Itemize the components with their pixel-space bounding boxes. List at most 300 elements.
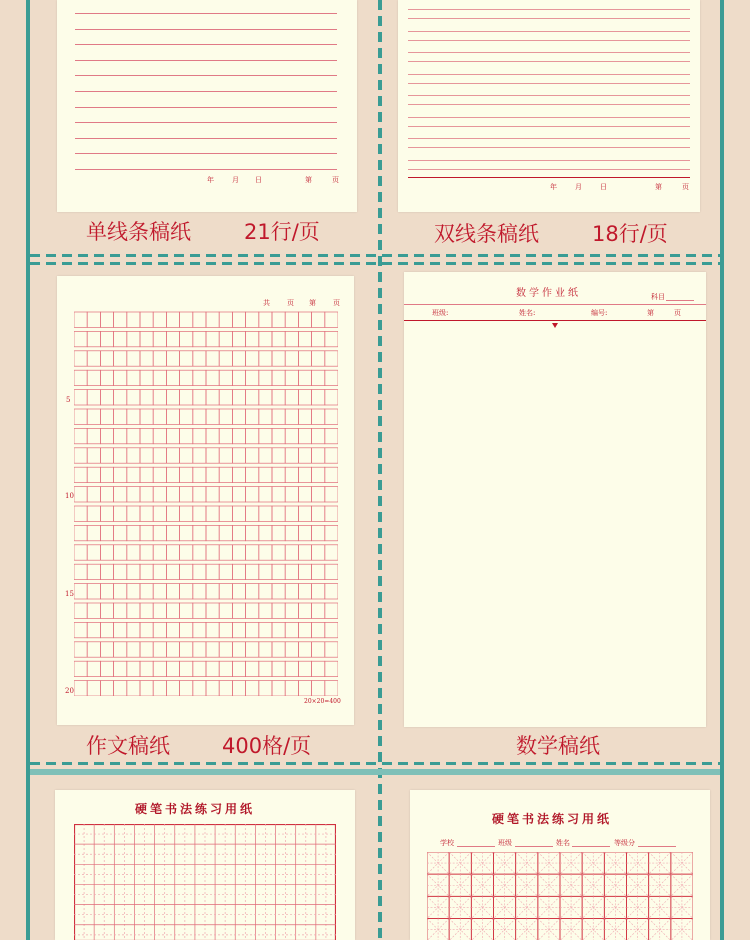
grid-cell (285, 622, 298, 637)
math-paper (404, 272, 706, 727)
mi-cell (582, 919, 604, 940)
footer-day: 日 (255, 176, 262, 184)
mi-school-line (457, 846, 495, 847)
grid-cell (114, 467, 127, 482)
grid-cell (325, 487, 338, 502)
grid-cell (259, 603, 272, 618)
ruled-line (408, 117, 690, 118)
grid-cell (74, 603, 87, 618)
grid-cell (206, 622, 219, 637)
grid-cell (298, 351, 311, 366)
frame-divider-bottom (30, 762, 720, 765)
grid-cell (87, 409, 100, 424)
grid-cell (87, 681, 100, 696)
grid-cell (114, 564, 127, 579)
footer-year: 年 (207, 176, 214, 184)
grid-cell (259, 545, 272, 560)
grid-cell (153, 428, 166, 443)
grid-cell (259, 622, 272, 637)
grid-cell (193, 370, 206, 385)
ruled-line (75, 44, 337, 45)
math-field-class: 班级: (432, 309, 449, 317)
grid-cell (325, 622, 338, 637)
grid-cell (74, 681, 87, 696)
grid-cell (140, 428, 153, 443)
grid-cell (180, 351, 193, 366)
ruled-line (75, 91, 337, 92)
footer-ye: 页 (682, 183, 689, 191)
grid-cell (193, 584, 206, 599)
grid-cell (272, 622, 285, 637)
footer-ye: 页 (332, 176, 339, 184)
grid-cell (325, 351, 338, 366)
grid-cell (272, 487, 285, 502)
composition-grid (74, 308, 338, 696)
grid-cell (140, 681, 153, 696)
grid-cell (114, 428, 127, 443)
grid-cell (180, 506, 193, 521)
grid-cell (127, 506, 140, 521)
ruled-line (408, 18, 690, 19)
grid-cell (325, 390, 338, 405)
header-ye2: 页 (333, 299, 340, 307)
grid-cell (219, 584, 232, 599)
grid-cell (166, 409, 179, 424)
grid-cell (259, 448, 272, 463)
grid-cell (312, 390, 325, 405)
grid-cell (153, 331, 166, 346)
grid-cell (259, 584, 272, 599)
grid-cell (232, 661, 245, 676)
ruled-line (75, 153, 337, 154)
grid-cell (166, 487, 179, 502)
grid-cell (74, 506, 87, 521)
grid-cell (180, 428, 193, 443)
grid-cell (272, 506, 285, 521)
grid-cell (180, 584, 193, 599)
grid-cell (140, 506, 153, 521)
grid-cell (74, 351, 87, 366)
grid-cell (153, 487, 166, 502)
calligraphy-mi-grid (427, 852, 693, 940)
grid-cell (140, 351, 153, 366)
grid-cell (140, 312, 153, 327)
grid-cell (219, 428, 232, 443)
grid-cell (127, 525, 140, 540)
grid-cell (285, 409, 298, 424)
ruled-line (408, 169, 690, 170)
grid-cell (140, 487, 153, 502)
grid-cell (153, 584, 166, 599)
grid-cell (206, 681, 219, 696)
grid-cell (312, 428, 325, 443)
ruled-line (408, 9, 690, 10)
grid-cell (246, 428, 259, 443)
header-gong: 共 (263, 299, 270, 307)
grid-cell (259, 506, 272, 521)
grid-cell (246, 370, 259, 385)
grid-cell (259, 428, 272, 443)
grid-cell (206, 545, 219, 560)
grid-cell (312, 409, 325, 424)
grid-cell (246, 487, 259, 502)
grid-cell (232, 525, 245, 540)
grid-cell (246, 584, 259, 599)
grid-cell (127, 584, 140, 599)
double-line-paper (398, 0, 700, 212)
grid-cell (127, 681, 140, 696)
grid-cell (285, 351, 298, 366)
grid-cell (219, 448, 232, 463)
grid-cell (74, 642, 87, 657)
frame-divider-top-2 (30, 262, 720, 265)
grid-cell (206, 661, 219, 676)
grid-cell (298, 545, 311, 560)
grid-cell (114, 312, 127, 327)
grid-cell (232, 351, 245, 366)
grid-cell (127, 331, 140, 346)
grid-cell (74, 525, 87, 540)
grid-cell (127, 312, 140, 327)
grid-cell (246, 351, 259, 366)
grid-cell (285, 584, 298, 599)
math-header-rule (404, 304, 706, 305)
grid-cell (206, 642, 219, 657)
grid-cell (153, 351, 166, 366)
grid-cell (285, 390, 298, 405)
grid-cell (232, 564, 245, 579)
grid-cell (259, 351, 272, 366)
grid-cell (232, 487, 245, 502)
grid-cell (74, 564, 87, 579)
grid-cell (285, 467, 298, 482)
grid-cell (298, 390, 311, 405)
math-center-marker-icon (552, 323, 558, 328)
grid-cell (87, 525, 100, 540)
grid-cell (87, 370, 100, 385)
grid-cell (100, 603, 113, 618)
grid-cell (74, 409, 87, 424)
grid-cell (285, 681, 298, 696)
grid-cell (74, 331, 87, 346)
math-field-di: 第 (647, 309, 654, 317)
grid-cell (127, 603, 140, 618)
grid-cell (219, 312, 232, 327)
grid-cell (193, 545, 206, 560)
grid-cell (193, 622, 206, 637)
grid-cell (87, 390, 100, 405)
grid-cell (127, 370, 140, 385)
grid-cell (140, 584, 153, 599)
grid-cell (166, 390, 179, 405)
row-number-15: 15 (65, 590, 74, 598)
grid-cell (74, 622, 87, 637)
mi-cell (471, 874, 493, 896)
grid-cell (74, 312, 87, 327)
grid-cell (87, 661, 100, 676)
grid-cell (298, 506, 311, 521)
mi-cell (494, 852, 516, 874)
grid-cell (272, 661, 285, 676)
grid-cell (285, 506, 298, 521)
grid-cell (272, 642, 285, 657)
grid-cell (100, 661, 113, 676)
grid-cell (87, 564, 100, 579)
grid-cell (272, 681, 285, 696)
mi-cell (604, 919, 626, 940)
ruled-line (75, 107, 337, 108)
ruled-line (75, 13, 337, 14)
grid-cell (219, 564, 232, 579)
grid-cell (206, 370, 219, 385)
frame-divider-bottom-2 (30, 769, 720, 775)
grid-cell (87, 622, 100, 637)
grid-cell (246, 312, 259, 327)
grid-cell (180, 390, 193, 405)
grid-cell (259, 487, 272, 502)
grid-cell (312, 506, 325, 521)
grid-cell (180, 661, 193, 676)
grid-cell (153, 506, 166, 521)
grid-cell (298, 661, 311, 676)
mi-cell (671, 852, 693, 874)
grid-cell (272, 525, 285, 540)
grid-cell (272, 448, 285, 463)
grid-cell (272, 545, 285, 560)
mi-field-name: 姓名 (556, 839, 570, 847)
mi-cell (604, 852, 626, 874)
grid-cell (232, 506, 245, 521)
grid-cell (74, 448, 87, 463)
footer-month: 月 (232, 176, 239, 184)
grid-cell (219, 409, 232, 424)
grid-cell (114, 681, 127, 696)
grid-cell (166, 351, 179, 366)
grid-cell (312, 642, 325, 657)
grid-cell (100, 584, 113, 599)
grid-cell (246, 661, 259, 676)
grid-cell (206, 312, 219, 327)
grid-cell (100, 312, 113, 327)
ruled-line (408, 160, 690, 161)
grid-cell (74, 467, 87, 482)
grid-cell (219, 681, 232, 696)
grid-cell (87, 603, 100, 618)
grid-cell (127, 428, 140, 443)
grid-cell (100, 642, 113, 657)
grid-cell (140, 564, 153, 579)
mi-cell (538, 852, 560, 874)
grid-cell (206, 448, 219, 463)
grid-cell (180, 312, 193, 327)
grid-cell (180, 487, 193, 502)
grid-cell (246, 525, 259, 540)
grid-cell (166, 681, 179, 696)
grid-cell (259, 409, 272, 424)
grid-cell (325, 467, 338, 482)
grid-cell (180, 448, 193, 463)
grid-cell (312, 312, 325, 327)
grid-cell (298, 312, 311, 327)
grid-cell (127, 409, 140, 424)
grid-cell (219, 661, 232, 676)
grid-cell (166, 428, 179, 443)
header-ye1: 页 (287, 299, 294, 307)
grid-cell (232, 642, 245, 657)
grid-cell (193, 428, 206, 443)
grid-cell (114, 409, 127, 424)
grid-cell (246, 467, 259, 482)
grid-cell (166, 564, 179, 579)
grid-cell (87, 351, 100, 366)
ruled-line (75, 169, 337, 170)
grid-cell (325, 661, 338, 676)
grid-cell (259, 525, 272, 540)
mi-cell (538, 919, 560, 940)
grid-cell (206, 467, 219, 482)
grid-cell (232, 331, 245, 346)
grid-cell (100, 331, 113, 346)
grid-cell (219, 603, 232, 618)
grid-cell (232, 312, 245, 327)
grid-cell (74, 390, 87, 405)
mi-cell (649, 919, 671, 940)
grid-cell (206, 351, 219, 366)
ruled-line (408, 104, 690, 105)
grid-cell (166, 506, 179, 521)
grid-cell (166, 545, 179, 560)
composition-caption-name: 作文稿纸 (86, 734, 170, 758)
mi-cell (494, 874, 516, 896)
grid-cell (153, 312, 166, 327)
grid-cell (246, 564, 259, 579)
grid-cell (140, 390, 153, 405)
grid-cell (127, 467, 140, 482)
grid-cell (325, 331, 338, 346)
grid-cell (74, 487, 87, 502)
mi-field-class: 班级 (498, 839, 512, 847)
mi-cell (471, 919, 493, 940)
grid-cell (272, 603, 285, 618)
grid-cell (298, 603, 311, 618)
grid-cell (232, 603, 245, 618)
mi-cell (427, 852, 449, 874)
grid-cell (298, 487, 311, 502)
grid-cell (298, 622, 311, 637)
grid-cell (298, 681, 311, 696)
grid-cell (87, 487, 100, 502)
single-line-paper (57, 0, 357, 212)
grid-cell (180, 681, 193, 696)
grid-cell (219, 351, 232, 366)
mi-cell (449, 874, 471, 896)
grid-cell (166, 603, 179, 618)
frame-left-border (26, 0, 30, 940)
grid-cell (153, 642, 166, 657)
grid-cell (246, 622, 259, 637)
grid-cell (298, 428, 311, 443)
grid-cell (298, 642, 311, 657)
grid-cell (259, 564, 272, 579)
grid-cell (193, 448, 206, 463)
grid-cell (219, 331, 232, 346)
mi-cell (449, 896, 471, 918)
grid-cell (298, 525, 311, 540)
ruled-line (408, 126, 690, 127)
grid-cell (312, 603, 325, 618)
grid-cell (127, 390, 140, 405)
grid-cell (325, 603, 338, 618)
double-line-caption-count: 18行/页 (592, 222, 668, 246)
grid-cell (193, 331, 206, 346)
mi-cell (471, 896, 493, 918)
math-field-ye: 页 (674, 309, 681, 317)
grid-cell (206, 487, 219, 502)
grid-cell (312, 331, 325, 346)
grid-cell (114, 661, 127, 676)
grid-cell (127, 622, 140, 637)
ruled-line (75, 75, 337, 76)
mi-cell (627, 852, 649, 874)
grid-cell (285, 312, 298, 327)
grid-cell (272, 351, 285, 366)
mi-cell (671, 919, 693, 940)
grid-cell (193, 312, 206, 327)
grid-cell (232, 545, 245, 560)
grid-cell (219, 545, 232, 560)
footer-di: 第 (305, 176, 312, 184)
mi-class-line (515, 846, 553, 847)
grid-cell (298, 409, 311, 424)
math-title: 数学作业纸 (516, 288, 581, 299)
mi-cell (494, 919, 516, 940)
grid-cell (114, 584, 127, 599)
grid-cell (285, 331, 298, 346)
grid-cell (140, 370, 153, 385)
grid-cell (272, 390, 285, 405)
grid-cell (193, 506, 206, 521)
ruled-line (75, 122, 337, 123)
grid-cell (312, 467, 325, 482)
frame-center-divider (378, 0, 382, 940)
grid-cell (100, 622, 113, 637)
grid-cell (87, 642, 100, 657)
grid-cell (206, 409, 219, 424)
grid-cell (140, 525, 153, 540)
mi-cell (449, 852, 471, 874)
grid-cell (246, 390, 259, 405)
grid-cell (206, 584, 219, 599)
grid-cell (325, 428, 338, 443)
grid-cell (246, 448, 259, 463)
grid-cell (100, 525, 113, 540)
grid-cell (206, 564, 219, 579)
row-number-20: 20 (65, 687, 74, 695)
ruled-line (408, 95, 690, 96)
grid-cell (153, 409, 166, 424)
grid-cell (153, 564, 166, 579)
grid-cell (100, 467, 113, 482)
footer-month: 月 (575, 183, 582, 191)
mi-cell (582, 896, 604, 918)
grid-cell (87, 312, 100, 327)
grid-cell (312, 525, 325, 540)
grid-cell (206, 390, 219, 405)
mi-cell (604, 896, 626, 918)
mi-cell (516, 896, 538, 918)
mi-cell (582, 874, 604, 896)
mi-cell (427, 896, 449, 918)
